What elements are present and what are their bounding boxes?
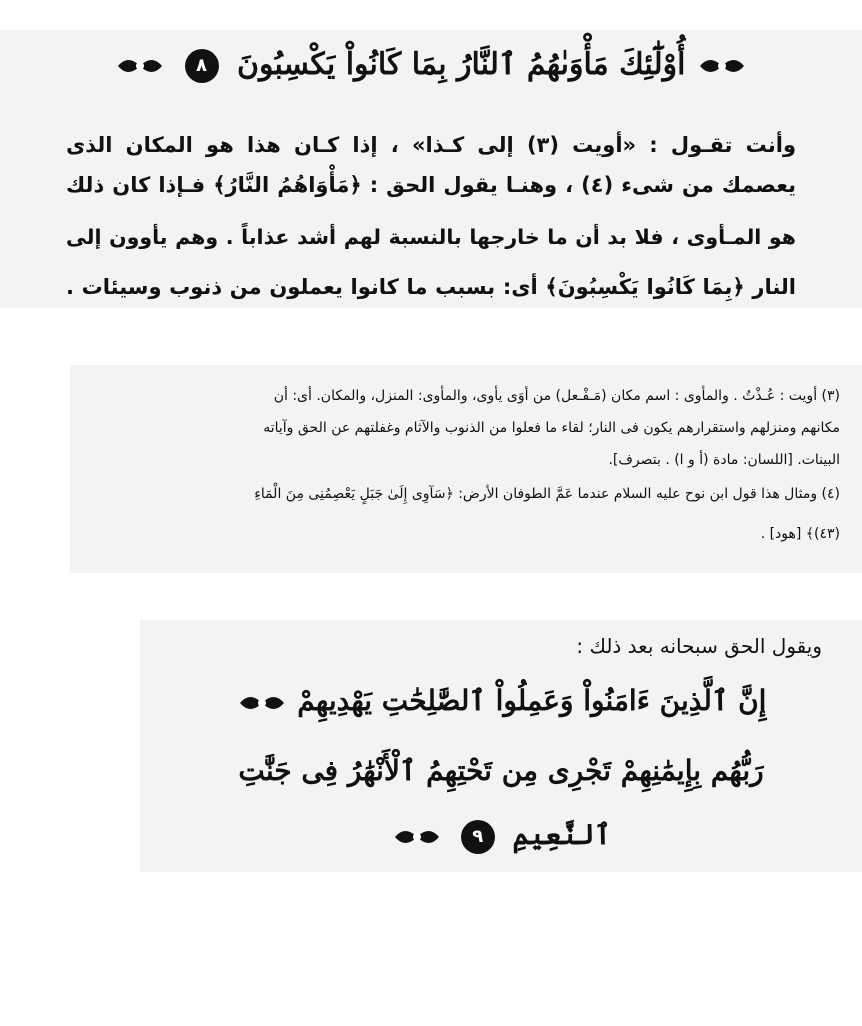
commentary-line-4: النار ﴿بِمَا كَانُوا يَكْسِبُونَ﴾ أى: بسبب ما كانوا يعملون من ذنوب وسيئات . bbox=[66, 275, 796, 299]
commentary-line-2: يعصمك من شىء (٤) ، وهنـا يقول الحق : ﴿مَأْوَاهُمُ النَّارُ﴾ فـإذا كان ذلك bbox=[66, 173, 796, 197]
next-verse-panel bbox=[140, 620, 862, 872]
verse-start-ornament-icon bbox=[236, 688, 288, 718]
verse-text: أُوْلَٰٓئِكَ مَأْوَىٰهُمُ ٱلنَّارُ بِمَا كَانُواْ يَكْسِبُونَ bbox=[236, 47, 686, 82]
verse-number-badge: ٩ bbox=[461, 820, 495, 854]
verse-start-ornament-icon bbox=[696, 51, 748, 81]
intro-text: ويقول الحق سبحانه بعد ذلك : bbox=[576, 634, 822, 658]
verse-9-line-1 bbox=[140, 676, 862, 726]
verse-9-line-3 bbox=[140, 810, 862, 860]
footnote-line-5: (٤٣)﴾ [هود] . bbox=[760, 526, 840, 542]
footnote-line-2: مكانهم ومنزلهم واستقرارهم يكون فى النار؛ لقاء ما فعلوا من الذنوب والآثام وغفلتهم عن الحق وآياته bbox=[263, 420, 840, 436]
commentary-line-3: هو المـأوى ، فلا بد أن ما خارجها بالنسبة لهم أشد عذاباً . وهم يأوون إلى bbox=[66, 225, 796, 249]
commentary-panel bbox=[0, 30, 862, 308]
verse-number-badge: ٨ bbox=[185, 49, 219, 83]
footnote-line-1: (٣) أويت : عُـذْتُ . والمأوى : اسم مكان (مَـفْـعل) من أوَى يأوى، والمأوى: المنزل، والمكان. أى: أن bbox=[273, 388, 840, 404]
verse-text: إِنَّ ٱلَّذِينَ ءَامَنُواْ وَعَمِلُواْ ٱلصَّٰلِحَٰتِ يَهْدِيهِمْ bbox=[297, 684, 767, 717]
footnote-line-4: (٤) ومثال هذا قول ابن نوح عليه السلام عندما عَمَّ الطوفان الأرض: ﴿سَآوِى إِلَىٰ جَبَلٍ يَعْصِمُنِى مِنَ الْمَاءِ bbox=[254, 486, 840, 502]
verse-end-ornament-icon bbox=[114, 51, 166, 81]
commentary-line-1: وأنت تقـول : «أويت (٣) إلى كـذا» ، إذا كـان هذا هو المكان الذى bbox=[66, 133, 796, 157]
footnotes-panel bbox=[70, 365, 862, 573]
verse-8 bbox=[0, 40, 862, 90]
verse-text: ٱلنَّعِيمِ bbox=[512, 818, 611, 851]
verse-9-line-2: رَبُّهُم بِإِيمَٰنِهِمْ تَجْرِى مِن تَحْتِهِمُ ٱلْأَنْهَٰرُ فِى جَنَّٰتِ bbox=[238, 754, 764, 787]
verse-end-ornament-icon bbox=[391, 822, 443, 852]
footnote-line-3: البينات. [اللسان: مادة (أ و ا) . بتصرف]. bbox=[608, 452, 840, 468]
